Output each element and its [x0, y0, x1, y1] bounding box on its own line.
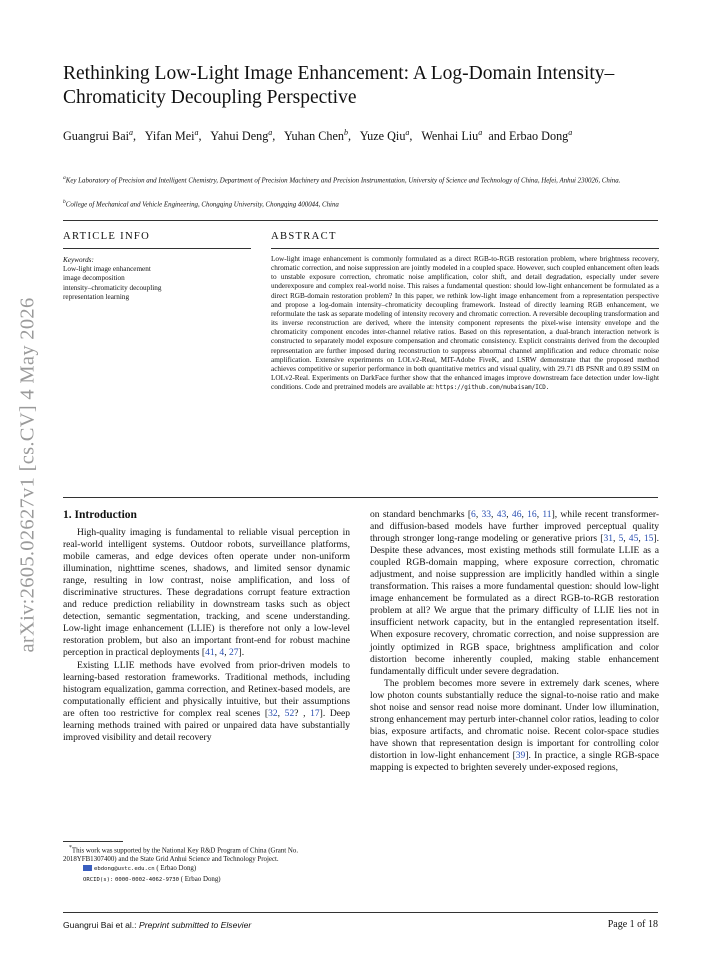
author-name: Yifan Mei$^a$	[144, 128, 199, 144]
orcid-author: ( Erbao Dong)	[180, 875, 221, 883]
keyword: representation learning	[63, 292, 130, 301]
author-affiliation-mark: a	[568, 128, 573, 137]
code-url-link[interactable]: https://github.com/mubaisam/ICD.	[435, 385, 550, 392]
abstract-body	[271, 255, 659, 393]
arxiv-identifier: arXiv:2605.02627v1 [cs.CV] 4 May 2026	[16, 297, 39, 653]
intro-paragraph: High-quality imaging is fundamental to reliable visual perception in real-world intelligent systems. Outdoor robots, surveillance platforms, mobile cameras, and edge devices often operate under non-uniform illumination, nighttime scenes, shadows, and limited sensor dynamic range, resulting in low contrast, noise amplification, and loss of discriminative structures. These degradations corrupt feature extraction and reduce prediction reliability in downstream tasks such as object detection, semantic segmentation, tracking, and scene understanding. Low-light image enhancement (LLIE) is therefore not only a low-level restoration problem, but also an important front-end for robust machine perception in practical deployments [41, 4, 27].	[63, 527, 350, 659]
abstract-heading: ABSTRACT	[271, 231, 337, 242]
keyword: intensity–chromaticity decoupling	[63, 283, 162, 292]
abstract-divider	[271, 248, 659, 249]
keyword: Low-light image enhancement	[63, 265, 151, 274]
author-affiliation-mark: a	[129, 128, 134, 137]
orcid-label: ORCID(s):	[83, 876, 114, 883]
orcid-id[interactable]: 0000-0002-4062-9730	[115, 876, 180, 883]
author-name: Wenhai Liu$^a$	[421, 128, 483, 144]
keyword: image decomposition	[63, 274, 125, 283]
affiliation-b: $^b$College of Mechanical and Vehicle Engineering, Chongqing University, Chongqing 400044, China	[63, 199, 339, 209]
email-line	[63, 864, 351, 874]
author-affiliation-mark: a	[478, 128, 483, 137]
author-list: Guangrui Bai$^a$, Yifan Mei$^a$, Yahui Deng$^a$, Yuhan Chen$^b$, Yuze Qiu$^a$, Wenhai Liu$^a$ and Erbao Dong$^a$	[63, 128, 573, 144]
abstract-bottom-divider	[63, 497, 658, 498]
citation-link[interactable]: 15	[643, 533, 654, 545]
running-footer	[63, 920, 251, 930]
article-info-divider	[63, 248, 251, 249]
author-affiliation-mark: b	[343, 128, 348, 137]
affiliation-a: $^a$Key Laboratory of Precision and Intelligent Chemistry, Department of Precision Machinery and Precision Instrumentation, University of Science and Technology of China, Hefei, Anhui 230026, China.	[63, 175, 621, 185]
citation-link[interactable]: 11	[542, 509, 552, 520]
email-link[interactable]: ebdong@ustc.edu.cn	[94, 866, 155, 873]
orcid-line	[63, 875, 351, 885]
arxiv-stamp	[8, 255, 48, 695]
keywords-list	[63, 265, 253, 302]
section-heading-introduction: 1. Introduction	[63, 509, 137, 521]
author-affiliation-mark: a	[194, 128, 199, 137]
page-number: Page 1 of 18	[607, 919, 658, 930]
footer-divider	[63, 912, 658, 913]
citation-link[interactable]: 27	[228, 647, 239, 659]
citation-link[interactable]: 46	[511, 509, 522, 520]
citation-link[interactable]: 52	[284, 707, 295, 719]
funding-note: *This work was supported by the National Key R&D Program of China (Grant No. 2018YFB1307400) and the State Grid Anhui Science and Technology Project.	[63, 845, 299, 864]
citation-link[interactable]: 4	[219, 647, 225, 659]
keywords-block	[63, 256, 253, 302]
funding-text: This work was supported by the National Key R&D Program of China (Grant No. 2018YFB1307400) and the State Grid Anhui Science and Technology Project.	[63, 847, 299, 864]
affiliation-a-text: Key Laboratory of Precision and Intelligent Chemistry, Department of Precision Machinery and Precision Instrumentation, University of Science and Technology of China, Hefei, Anhui 230026, China.	[65, 177, 621, 185]
author-name: Yuze Qiu$^a$	[359, 128, 410, 144]
citation-link[interactable]: 6	[471, 509, 476, 520]
footnote	[63, 844, 351, 885]
article-info-heading: ARTICLE INFO	[63, 231, 151, 242]
keywords-label: Keywords:	[63, 256, 94, 264]
author-affiliation-mark: a	[268, 128, 273, 137]
intro-paragraph: Existing LLIE methods have evolved from prior-driven models to learning-based restoration frameworks. Traditional methods, including histogram equalization, gamma correction, and Retinex-based models, are computationally efficient and physically intuitive, but their assumptions are often too restrictive for complex real scenes [32, 52? , 17]. Deep learning methods trained with paired or unpaired data have substantially improved visibility and detail recovery	[63, 659, 350, 743]
header-divider	[63, 220, 658, 221]
citation-link[interactable]: 45	[628, 533, 639, 545]
email-author: ( Erbao Dong)	[156, 865, 197, 873]
affiliation-b-text: College of Mechanical and Vehicle Engineering, Chongqing University, Chongqing 400044, China	[65, 201, 339, 209]
paper-title: Rethinking Low-Light Image Enhancement: A Log-Domain Intensity–Chromaticity Decoupling Perspective	[63, 63, 615, 108]
footer-author: Guangrui Bai et al.:	[63, 920, 137, 930]
citation-link[interactable]: 41	[205, 647, 215, 659]
citation-link[interactable]: 39	[515, 749, 526, 761]
citation-link[interactable]: 31	[603, 533, 613, 545]
footnote-rule	[63, 841, 123, 842]
intro-paragraph: The problem becomes more severe in extremely dark scenes, where low photon counts substantially reduce the signal-to-noise ratio and make shot noise and sensor read noise more dominant. Under low illumination, strong enhancement may perturb inter-channel color ratios, leading to color bias, exposure artifacts, and chromatic noise. Recent color-space studies have shown that representation design is important for controlling color distortion in low-light enhancement [39]. In practice, a single RGB-space mapping is expected to brighten severely under-exposed regions,	[370, 677, 659, 773]
footer-preprint-note: Preprint submitted to Elsevier	[138, 920, 252, 930]
abstract-text: Low-light image enhancement is commonly formulated as a direct RGB-to-RGB restoration problem, where brightness recovery, chromatic correction, and noise suppression are jointly modeled in a coupled space. However, such coupled enhancement often leads to unstable exposure correction, chromatic noise amplification, color shift, and detail degradation, especially under severe underexposure and complex real-world noise. This raises a fundamental question: should low-light enhancement be formulated as a direct RGB-domain restoration problem? In this paper, we rethink low-light image enhancement from a representation perspective and propose a log-domain intensity–chromaticity decoupling framework. Instead of directly learning RGB enhancement, we reformulate the task as separate modeling of intensity recovery and chromatic correction. A reversible decoupling transformation and its inverse reconstruction are derived, where the intensity component represents the pixel-wise intensity envelope and the chromaticity component encodes inter-channel relative ratios. Based on this representation, a dual-branch interaction network is constructed to separately model exposure compensation and chromatic consistency. Explicit constraints derived from the decoupled representation are further imposed during reconstruction to suppress abnormal channel amplification and reduce chromatic noise amplification. Extensive experiments on LOLv2-Real, MIT-Adobe FiveK, and LSRW demonstrate that the proposed method achieves competitive or superior performance in both quantitative metrics and visual quality, with 29.71 dB PSNR and 0.89 SSIM on LOLv2-Real. Experiments on DarkFace further show that the enhanced images improve downstream face detection under low-light conditions. Code and pretrained models are available at:	[271, 255, 659, 392]
author-name: Yahui Deng$^a$	[210, 128, 273, 144]
intro-paragraph: on standard benchmarks [6, 33, 43, 46, 16, 11], while recent transformer- and diffusion-based models have further improved perceptual quality through stronger long-range modeling or generative priors [31, 5, 45, 15]. Despite these advances, most existing methods still formulate LLIE as a coupled RGB-domain mapping, where exposure correction, chromatic adjustment, and noise suppression are implicitly handled within a single transformation. This raises a more fundamental question: should low-light image enhancement be formulated as a direct RGB-to-RGB restoration problem at all? We argue that the primary difficulty of LLIE lies not in insufficient network capacity, but in the entangled representation itself. When exposure recovery, chromatic correction, and noise suppression are jointly optimized in RGB space, brightness amplification and color distortion become inherently coupled, making stable enhancement fundamentally difficult under severe degradation.	[370, 509, 660, 677]
citation-link[interactable]: 32	[268, 707, 278, 719]
author-affiliation-mark: a	[405, 128, 410, 137]
intro-right-column	[370, 509, 659, 774]
author-name: Yuhan Chen$^b$	[284, 128, 348, 144]
author-name: Erbao Dong$^a$	[509, 128, 573, 144]
author-name: Guangrui Bai$^a$	[63, 128, 134, 144]
citation-link[interactable]: 5	[618, 533, 624, 545]
citation-link[interactable]: 43	[496, 509, 507, 520]
citation-link[interactable]: 33	[481, 509, 492, 520]
envelope-icon	[83, 865, 92, 871]
citation-link[interactable]: 16	[527, 509, 537, 520]
citation-link[interactable]: 17	[310, 707, 320, 719]
intro-left-column	[63, 527, 350, 744]
